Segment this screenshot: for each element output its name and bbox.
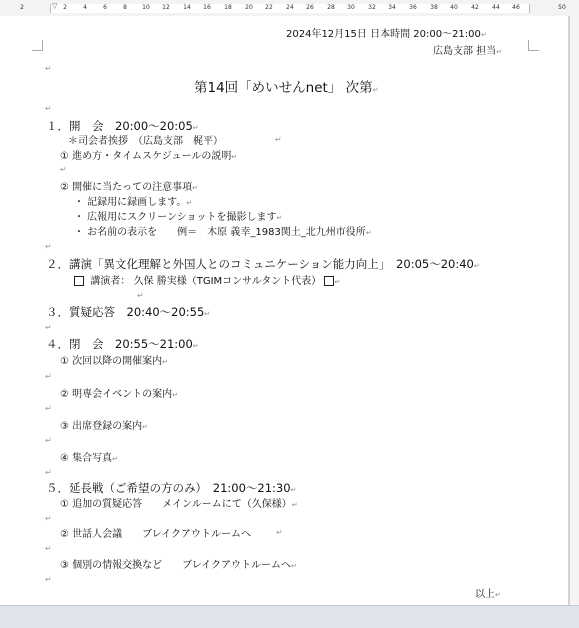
section-1-item-1: ① 進め方・タイムスケジュールの説明↵ (60, 151, 238, 162)
header-date-time: 2024年12月15日 日本時間 20:00～21:00↵ (286, 29, 487, 40)
ruler-tick: 2 (20, 4, 24, 11)
paragraph-mark: ↵ (45, 242, 52, 251)
status-bar (0, 605, 579, 628)
ruler-tick: 40 (450, 4, 458, 11)
document-page[interactable] (0, 16, 569, 605)
section-5-item: ③ 個別の情報交換など ブレイクアウトルームへ↵ (60, 560, 297, 571)
paragraph-mark: ↵ (45, 436, 52, 445)
section-4-item: ② 明専会イベントの案内↵ (60, 389, 179, 400)
ruler-tick: 44 (492, 4, 500, 11)
ruler-tick: 50 (558, 4, 566, 11)
section-3-heading: ３．質疑応答 20:40～20:55↵ (46, 305, 211, 319)
section-1-note: ＊司会者挨拶 （広島支部 梶平） (68, 136, 223, 147)
ruler-tick: 24 (286, 4, 294, 11)
ruler-tick: 30 (347, 4, 355, 11)
paragraph-mark: ↵ (275, 135, 282, 144)
paragraph-mark: ↵ (60, 165, 67, 174)
section-4-item: ③ 出席登録の案内↵ (60, 421, 149, 432)
section-4-item: ④ 集合写真↵ (60, 453, 119, 464)
ruler-tick: 16 (203, 4, 211, 11)
paragraph-mark: ↵ (45, 468, 52, 477)
ruler-tick: 36 (409, 4, 417, 11)
paragraph-mark: ↵ (45, 372, 52, 381)
section-4-heading: ４．閉 会 20:55～21:00↵ (46, 337, 199, 351)
header-branch: 広島支部 担当↵ (433, 46, 503, 57)
ruler-tick: 6 (103, 4, 107, 11)
ruler-tick: 46 (512, 4, 520, 11)
ruler-tick: 32 (368, 4, 376, 11)
closing-text: 以上↵ (475, 589, 501, 600)
ruler-tick: 2 (63, 4, 67, 11)
vertical-scrollbar[interactable] (569, 16, 579, 605)
checkbox-square (324, 276, 334, 286)
paragraph-mark: ↵ (45, 544, 52, 553)
ruler-tick: 26 (306, 4, 314, 11)
document-title: 第14回「めいせんnet」 次第↵ (194, 80, 379, 96)
bullet-item: ・ 広報用にスクリーンショットを撮影します↵ (74, 212, 283, 223)
section-1-heading: １．開 会 20:00～20:05↵ (46, 119, 199, 133)
paragraph-mark: ↵ (45, 575, 52, 584)
section-2-speaker: 講演者： 久保 勝実様（TGIMコンサルタント代表） ↵ (74, 275, 340, 289)
margin-corner-marker (528, 40, 539, 51)
ruler-tick: 4 (83, 4, 87, 11)
ruler-tick: 42 (471, 4, 479, 11)
paragraph-mark: ↵ (45, 323, 52, 332)
ruler-tick: 8 (123, 4, 127, 11)
paragraph-mark: ↵ (45, 514, 52, 523)
section-5-item: ① 追加の質疑応答 メインルームにて（久保様）↵ (60, 499, 298, 510)
paragraph-mark: ↵ (45, 104, 52, 113)
paragraph-mark: ↵ (45, 404, 52, 413)
ruler-tick: 12 (162, 4, 170, 11)
ruler-tick: 34 (388, 4, 396, 11)
paragraph-mark: ↵ (137, 291, 144, 300)
section-4-item: ① 次回以降の開催案内↵ (60, 356, 169, 367)
section-5-item: ② 世話人会議 ブレイクアウトルームへ (60, 529, 252, 540)
ruler-tick: 20 (245, 4, 253, 11)
bullet-item: ・ 記録用に録画します。↵ (74, 197, 193, 208)
ruler-tick: 18 (224, 4, 232, 11)
ruler-tick: 10 (142, 4, 150, 11)
paragraph-mark: ↵ (276, 528, 283, 537)
checkbox-square (74, 276, 84, 286)
margin-corner-marker (32, 40, 43, 51)
section-1-item-2: ② 開催に当たっての注意事項↵ (60, 182, 199, 193)
paragraph-mark: ↵ (45, 64, 52, 73)
first-line-indent-marker[interactable]: ▽ (52, 2, 58, 10)
bullet-item: ・ お名前の表示を 例＝ 木原 義幸_1983関土_北九州市役所↵ (74, 227, 372, 238)
ruler-tick: 28 (327, 4, 335, 11)
ruler-tick: 14 (183, 4, 191, 11)
ruler-tick: 38 (430, 4, 438, 11)
section-5-heading: ５．延長戦（ご希望の方のみ） 21:00～21:30↵ (46, 481, 297, 495)
horizontal-ruler[interactable] (0, 0, 579, 17)
ruler-tick: 22 (265, 4, 273, 11)
section-2-heading: ２．講演「異文化理解と外国人とのコミュニケーション能力向上」 20:05～20:40↵ (46, 257, 480, 271)
